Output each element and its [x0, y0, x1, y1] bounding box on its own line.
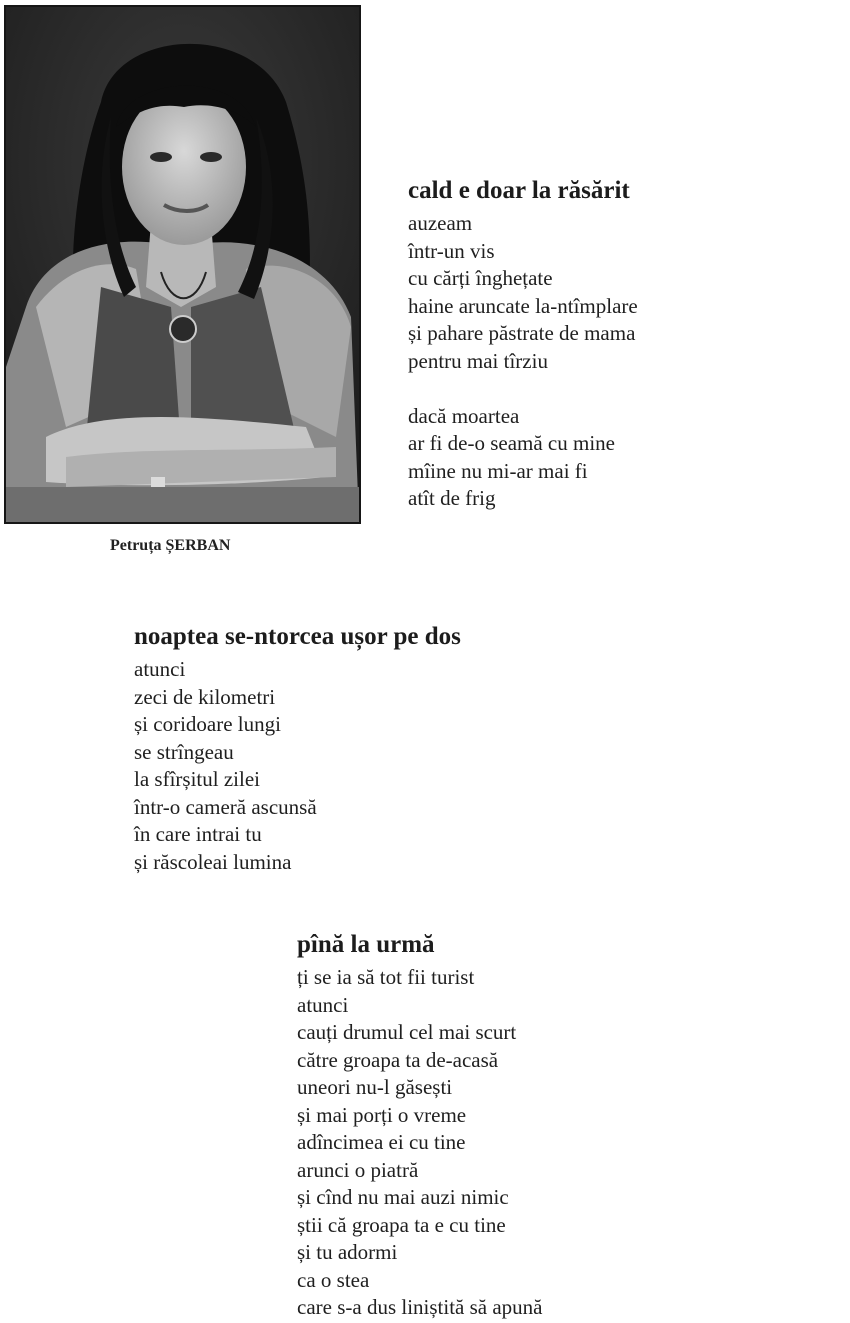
- poem-line: și mai porți o vreme: [297, 1102, 467, 1127]
- poem-title: noaptea se-ntorcea ușor pe dos: [134, 623, 461, 650]
- poem-line: ca o stea: [297, 1267, 370, 1292]
- poem-title: cald e doar la răsărit: [408, 177, 630, 204]
- poem-line: se strîngeau: [134, 739, 234, 764]
- poem-line: într-o cameră ascunsă: [134, 794, 317, 819]
- poem-line: atunci: [297, 992, 349, 1017]
- poem-line: pentru mai tîrziu: [408, 348, 548, 373]
- portrait-image: [6, 7, 359, 522]
- poem-line: zeci de kilometri: [134, 684, 276, 709]
- poem-title: pînă la urmă: [297, 931, 435, 958]
- poem-line: uneori nu-l găsești: [297, 1075, 453, 1099]
- poem-line: cauți drumul cel mai scurt: [297, 1020, 517, 1044]
- author-caption: Petruța ȘERBAN: [110, 537, 231, 554]
- poem-line: și coridoare lungi: [134, 712, 281, 736]
- poem-line: ar fi de-o seamă cu mine: [408, 431, 615, 455]
- poem-noaptea-se-ntorcea: [134, 622, 461, 876]
- poem-line: la sfîrșitul zilei: [134, 767, 260, 791]
- poem-line: adîncimea ei cu tine: [297, 1130, 466, 1154]
- poem-cald-e-doar-la-rasarit: [408, 176, 638, 513]
- poem-line: auzeam: [408, 211, 473, 235]
- author-photo: [4, 5, 361, 524]
- poem-line: și pahare păstrate de mama: [408, 321, 636, 345]
- poem-line: și răscoleai lumina: [134, 849, 292, 874]
- poem-line: mîine nu mi-ar mai fi: [408, 458, 588, 483]
- poem-line: care s-a dus liniștită să apună: [297, 1295, 543, 1319]
- poem-line: arunci o piatră: [297, 1157, 419, 1182]
- poem-line: și cînd nu mai auzi nimic: [297, 1185, 509, 1209]
- poem-line: haine aruncate la-ntîmplare: [408, 293, 638, 318]
- poem-line: cu cărți înghețate: [408, 266, 553, 290]
- poem-line: ți se ia să tot fii turist: [297, 965, 475, 989]
- poem-line: atunci: [134, 657, 186, 681]
- poem-line: în care intrai tu: [134, 822, 262, 846]
- poem-line: și tu adormi: [297, 1240, 398, 1264]
- poem-line: dacă moartea: [408, 403, 520, 428]
- poem-pina-la-urma: [297, 930, 543, 1322]
- poem-line: atît de frig: [408, 486, 496, 510]
- poem-line: către groapa ta de-acasă: [297, 1047, 499, 1072]
- poem-line: într-un vis: [408, 238, 495, 263]
- poem-line: știi că groapa ta e cu tine: [297, 1212, 506, 1237]
- stanza-break: [408, 375, 638, 403]
